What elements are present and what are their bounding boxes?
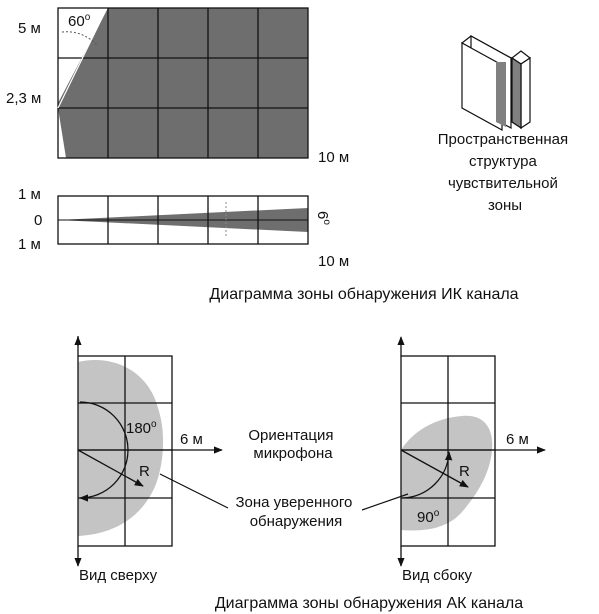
ac-top-view [78,336,222,584]
ir-side-label-10m: 10 м [318,253,350,270]
ac-top-range-label: 6 м [180,431,203,448]
ac-side-caption: Вид сбоку [402,567,472,584]
ac-top-caption: Вид сверху [79,567,158,584]
zone-label: Зона уверенного обнаружения [235,494,353,530]
ac-top-zone [78,360,163,536]
ir-title: Диаграмма зоны обнаружения ИК канала [209,286,519,303]
ac-side-view [401,337,545,584]
orientation-label: Ориентация микрофона [248,427,334,462]
ir-side-angle-label: $6^о$ [314,211,332,225]
sensitive-zone-structure [438,36,573,214]
structure-caption: Пространственная структура чувствительной зоны [437,131,569,214]
ir-top-label-2-3m: 2,3 м [6,90,42,107]
ir-side-label-1m-bottom: 1 м [18,236,41,253]
ac-top-radius-label: R [139,463,150,480]
ac-side-zone [401,416,492,531]
zone-pointer-left [160,474,228,508]
ir-top-view [6,8,349,166]
ac-top-angle-label: $180^о$ [126,419,157,437]
ac-side-radius-label: R [459,463,470,480]
ir-top-label-5m: 5 м [18,20,41,37]
ac-side-angle-label: $90^о$ [417,508,440,526]
ac-title: Диаграмма зоны обнаружения АК канала [214,595,524,612]
ir-side-label-0: 0 [34,212,43,229]
ir-side-label-1m-top: 1 м [18,186,41,203]
ir-side-view [18,186,349,270]
ac-side-range-label: 6 м [506,431,529,448]
ir-top-angle-label: $60^о$ [68,12,91,30]
ir-top-label-10m: 10 м [318,149,350,166]
